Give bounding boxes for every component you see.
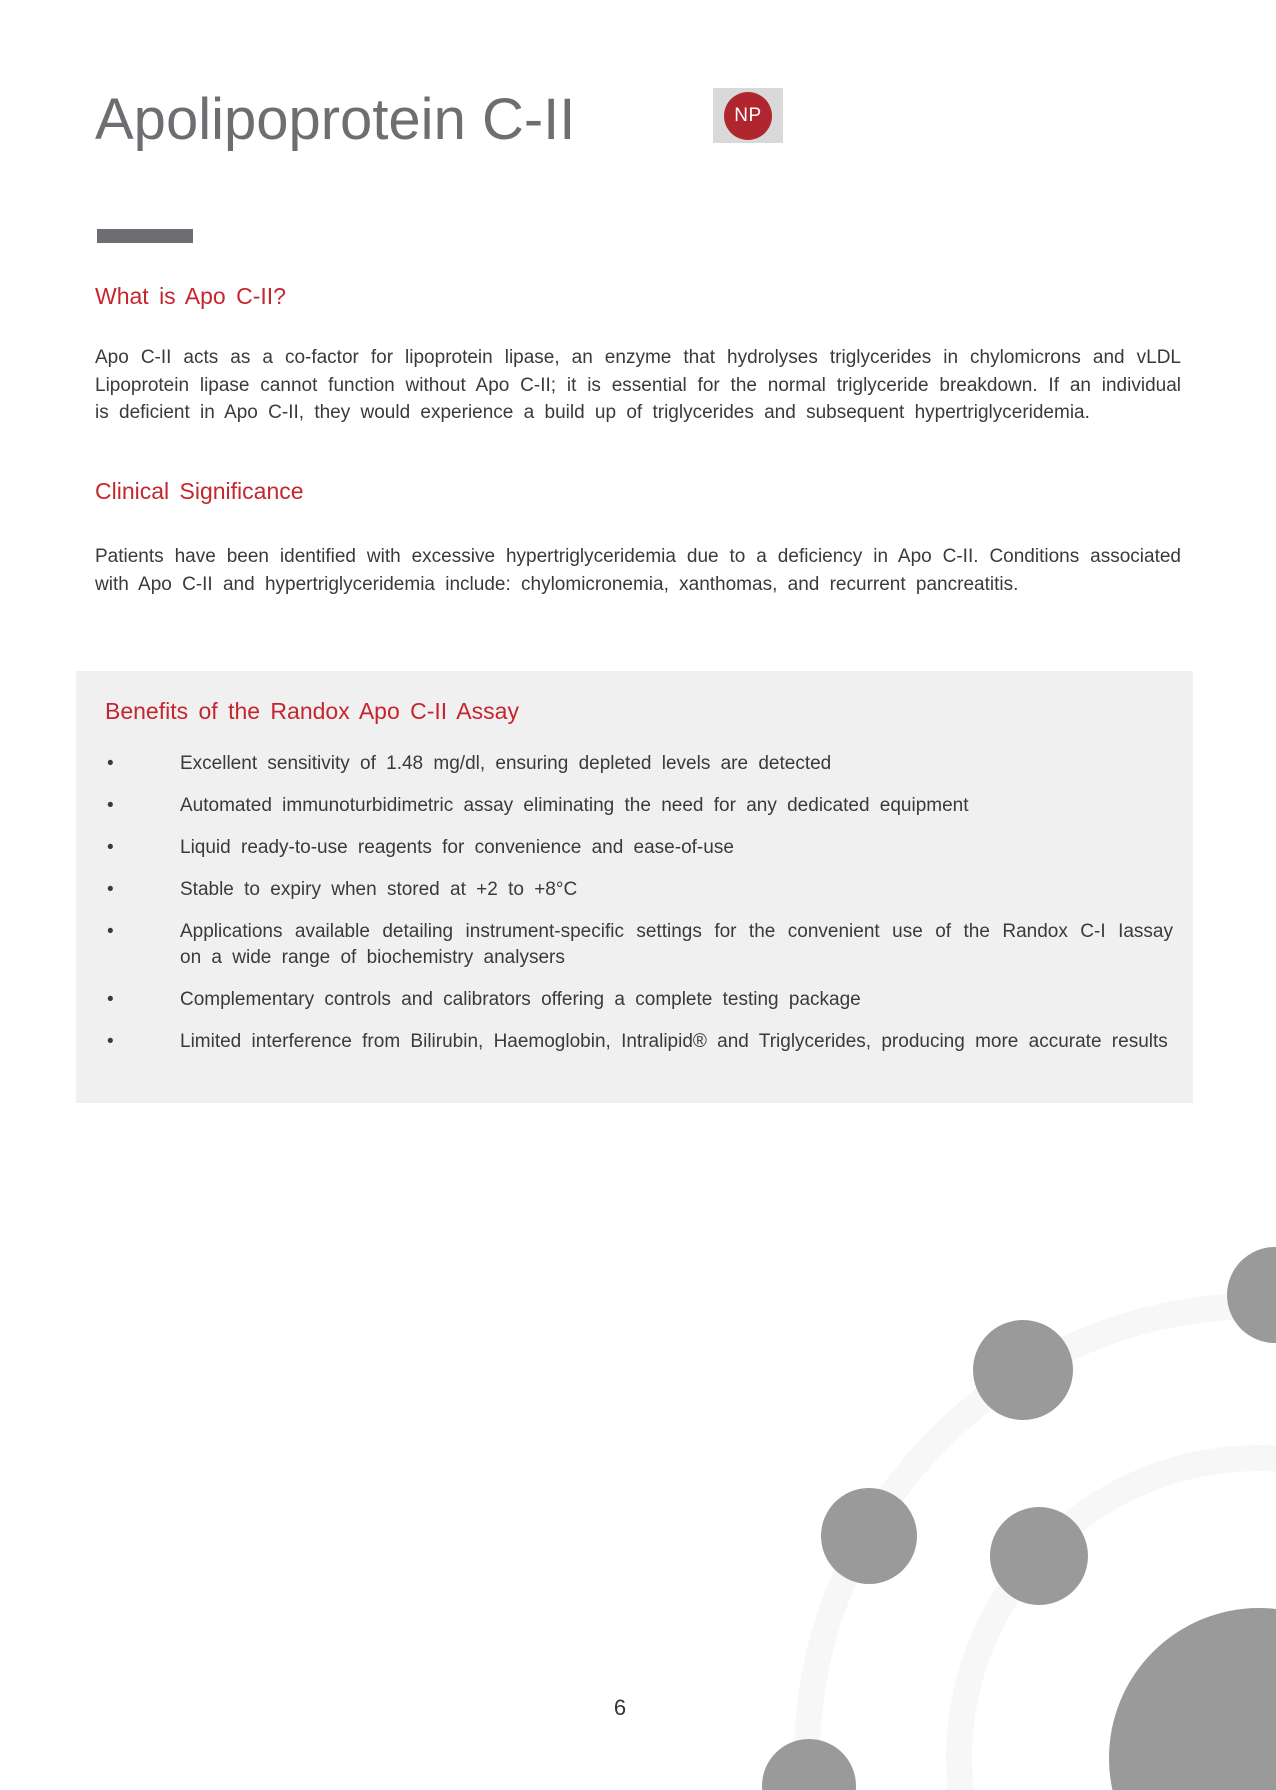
- bullet-icon: •: [107, 795, 114, 816]
- benefit-item: [76, 1029, 1173, 1055]
- benefits-list: [76, 751, 1173, 1071]
- benefit-item: [76, 835, 1173, 861]
- benefit-text: Excellent sensitivity of 1.48 mg/dl, ensuring depleted levels are detected: [180, 753, 832, 774]
- section-heading-benefits: Benefits of the Randox Apo C-II Assay: [105, 698, 519, 724]
- benefit-text: Complementary controls and calibrators offering a complete testing package: [180, 989, 861, 1010]
- bullet-icon: •: [107, 879, 114, 900]
- benefits-box: [76, 671, 1193, 1103]
- page-title: Apolipoprotein C-II: [95, 87, 576, 152]
- benefit-text: Liquid ready-to-use reagents for convenience and ease-of-use: [180, 837, 734, 858]
- paragraph-clinical: Patients have been identified with excessive hypertriglyceridemia due to a deficiency in Apo C-II. Conditions associated with Apo C-II and hypertriglyceridemia include: chylomicronemia, xanthomas, and recurrent pancreatitis.: [95, 546, 1181, 595]
- benefit-text: Applications available detailing instrument-specific settings for the convenient use of the Randox C-I Iassay on a wide range of biochemistry analysers: [180, 921, 1173, 968]
- np-circle-icon: [724, 92, 772, 140]
- benefit-item: [76, 793, 1173, 819]
- benefit-text: Automated immunoturbidimetric assay eliminating the need for any dedicated equipment: [180, 795, 969, 816]
- bullet-icon: •: [107, 1031, 114, 1052]
- benefit-item: [76, 751, 1173, 777]
- benefit-text: Stable to expiry when stored at +2 to +8°C: [180, 879, 578, 900]
- bullet-icon: •: [107, 837, 114, 858]
- bullet-icon: •: [107, 921, 114, 942]
- page-number: 6: [613, 1695, 627, 1720]
- bullet-icon: •: [107, 989, 114, 1010]
- section-heading-clinical: Clinical Significance: [95, 478, 304, 504]
- title-rule: [97, 229, 193, 243]
- section-heading-what-is: What is Apo C-II?: [95, 283, 286, 309]
- benefit-text: Limited interference from Bilirubin, Haemoglobin, Intralipid® and Triglycerides, producing more accurate results: [180, 1031, 1168, 1052]
- paragraph-what-is: Apo C-II acts as a co-factor for lipoprotein lipase, an enzyme that hydrolyses triglycerides in chylomicrons and vLDL Lipoprotein lipase cannot function without Apo C-II; it is essential for the normal triglyceride breakdown. If an individual is deficient in Apo C-II, they would experience a build up of triglycerides and subsequent hypertriglyceridemia.: [95, 347, 1181, 423]
- benefit-item: [76, 919, 1173, 971]
- bullet-icon: •: [107, 753, 114, 774]
- benefit-item: [76, 987, 1173, 1013]
- np-badge: [713, 88, 783, 143]
- benefit-item: [76, 877, 1173, 903]
- np-badge-label: NP: [734, 104, 762, 126]
